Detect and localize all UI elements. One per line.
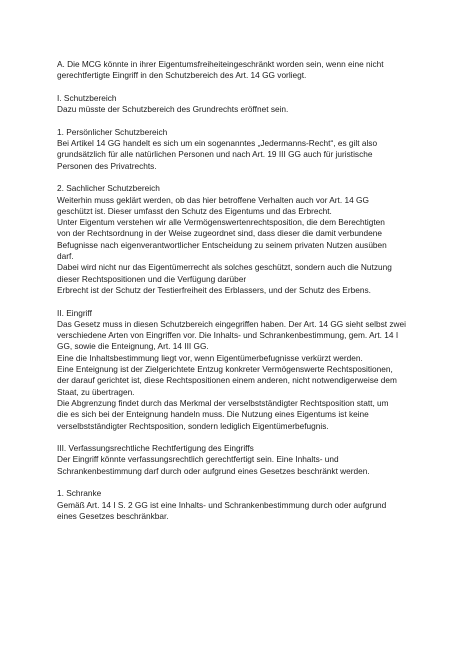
paragraph-line: verschiedene Arten von Eingriffen vor. Die Inhalts- und Schrankenbestimmung, gem. Art. 14 I — [57, 330, 399, 341]
paragraph-line: Befugnisse nach eigenverantwortlicher Entscheidung zu seinem privaten Nutzen ausüben — [57, 239, 387, 250]
paragraph-line: geschützt ist. Dieser umfasst den Schutz des Eigentums und das Erbrecht. — [57, 205, 332, 216]
document-body — [57, 59, 434, 522]
paragraph-line: Schrankenbestimmung darf durch oder aufgrund eines Gesetzes beschränkt werden. — [57, 465, 370, 476]
paragraph-line: Bei Artikel 14 GG handelt es sich um ein sogenanntes „Jedermanns-Recht“, es gilt also — [57, 138, 378, 149]
paragraph-block — [57, 443, 434, 477]
paragraph-line: verselbstständigter Rechtsposition, sondern lediglich Eigentümerbefugnis. — [57, 420, 329, 431]
paragraph-line: darf. — [57, 251, 74, 262]
paragraph-line: Der Eingriff könnte verfassungsrechtlich gerechtfertigt sein. Eine Inhalts- und — [57, 454, 339, 465]
paragraph-line: von der Rechtsordnung in der Weise zugeordnet sind, dass dieser die damit verbundene — [57, 228, 383, 239]
paragraph-line: der darauf gerichtet ist, diese Rechtspositionen einem anderen, nicht notwendigerweise dem — [57, 375, 397, 386]
paragraph-line: GG, sowie die Enteignung, Art. 14 III GG. — [57, 341, 209, 352]
paragraph-line: Die Abgrenzung findet durch das Merkmal der verselbstständigter Rechtsposition statt, um — [57, 397, 389, 408]
paragraph-line: Weiterhin muss geklärt werden, ob das hier betroffene Verhalten auch vor Art. 14 GG — [57, 194, 369, 205]
paragraph-first-line: A. Die MCG könnte in ihrer Eigentumsfreiheiteingeschränkt worden sein, wenn eine nicht — [57, 59, 384, 69]
paragraph-line: Gemäß Art. 14 I S. 2 GG ist eine Inhalts- und Schrankenbestimmung durch oder aufgrund — [57, 499, 387, 510]
paragraph-first-line: I. Schutzbereich — [57, 92, 117, 103]
paragraph-line: Dabei wird nicht nur das Eigentümerrecht als solches geschützt, sondern auch die Nutzung — [57, 262, 392, 273]
paragraph-first-line: 2. Sachlicher Schutzbereich — [57, 183, 160, 194]
paragraph-line: Eine Enteignung ist der Zielgerichtete Entzug konkreter Vermögenswerte Rechtspositionen, — [57, 364, 393, 375]
paragraph-line: Erbrecht ist der Schutz der Testierfreiheit des Erblassers, und der Schutz des Erbens. — [57, 284, 371, 295]
paragraph-line: Das Gesetz muss in diesen Schutzbereich eingegriffen haben. Der Art. 14 GG sieht selbst zwei — [57, 318, 406, 329]
paragraph-block — [57, 488, 434, 522]
paragraph-line: Unter Eigentum verstehen wir alle Vermögenswertenrechtsposition, die dem Berechtigten — [57, 217, 385, 228]
paragraph-line: Personen des Privatrechts. — [57, 160, 157, 171]
paragraph-block — [57, 59, 434, 82]
paragraph-line: gerechtfertigte Eingriff in den Schutzbereich des Art. 14 GG vorliegt. — [57, 70, 307, 81]
paragraph-block — [57, 183, 434, 296]
paragraph-first-line: 1. Schranke — [57, 488, 102, 499]
paragraph-line: die es sich bei der Enteignung handeln muss. Die Nutzung eines Eigentums ist keine — [57, 409, 369, 420]
paragraph-block — [57, 308, 434, 432]
paragraph-line: Dazu müsste der Schutzbereich des Grundrechts eröffnet sein. — [57, 104, 289, 115]
paragraph-line: dieser Rechtspositionen und die Verfügung darüber — [57, 273, 247, 284]
paragraph-block — [57, 127, 434, 172]
paragraph-line: Eine die Inhaltsbestimmung liegt vor, wenn Eigentümerbefugnisse verkürzt werden. — [57, 352, 363, 363]
paragraph-first-line: II. Eingriff — [57, 307, 92, 318]
paragraph-line: Staat, zu übertragen. — [57, 386, 135, 397]
paragraph-first-line: 1. Persönlicher Schutzbereich — [57, 126, 168, 137]
paragraph-line: grundsätzlich für alle natürlichen Personen und nach Art. 19 III GG auch für juristische — [57, 149, 373, 160]
paragraph-line: eines Gesetzes beschränkbar. — [57, 510, 169, 521]
paragraph-block — [57, 93, 434, 116]
paragraph-first-line: III. Verfassungsrechtliche Rechtfertigung des Eingriffs — [57, 443, 254, 454]
